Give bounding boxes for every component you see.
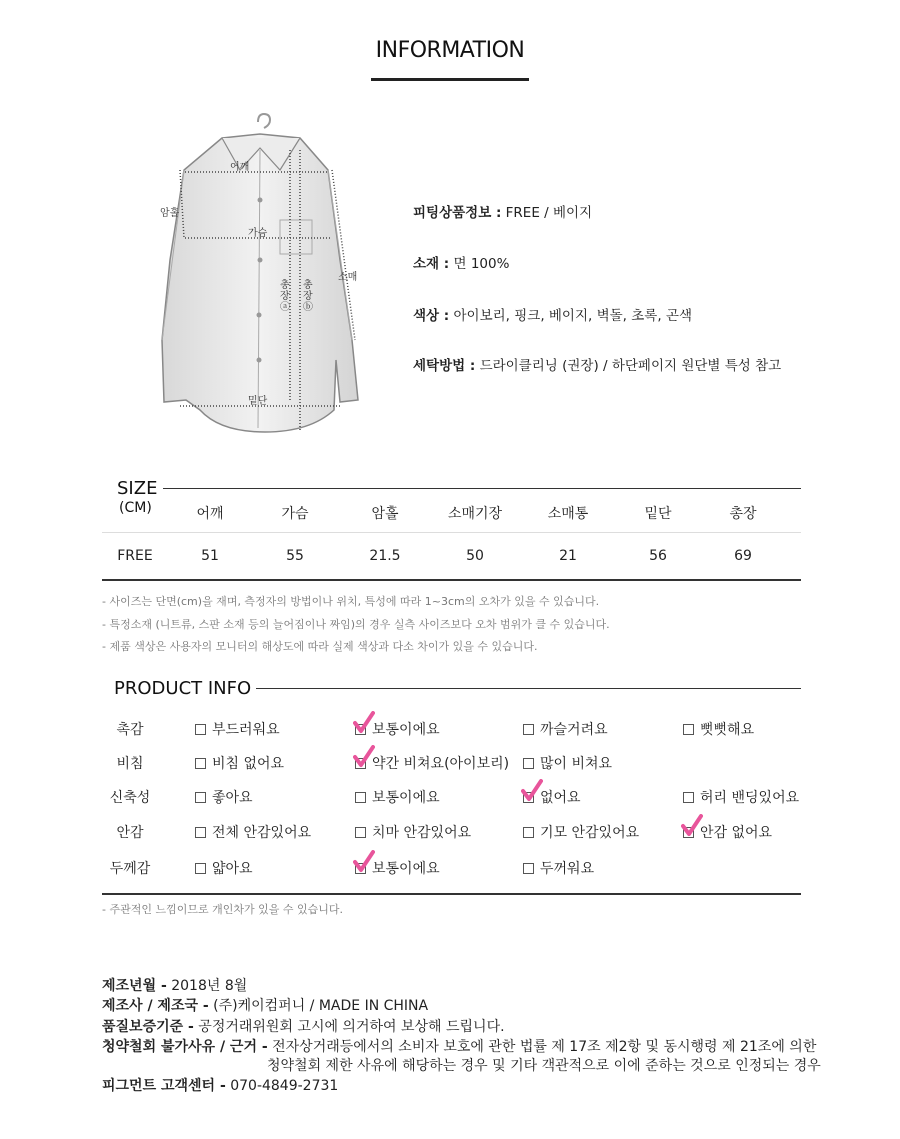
chest-label: 가슴 <box>248 228 268 239</box>
pi-row-label: 비침 <box>116 756 144 772</box>
pi-option: 뻣뻣해요 <box>683 719 754 739</box>
check-icon <box>681 814 703 838</box>
size-cell: 69 <box>734 548 752 564</box>
size-row-name: FREE <box>117 548 153 564</box>
footer-manufacturer: 제조사 / 제조국 - (주)케이컴퍼니 / MADE IN CHINA <box>102 998 429 1014</box>
size-unit: (CM) <box>119 500 152 516</box>
checkbox <box>195 792 206 803</box>
checkbox <box>683 724 694 735</box>
title-underline <box>371 78 529 81</box>
armhole-label: 암홀 <box>160 208 180 219</box>
checkbox-checked <box>355 724 366 735</box>
pi-option: 전체 안감있어요 <box>195 822 311 842</box>
checkbox <box>523 827 534 838</box>
checkbox-checked <box>523 792 534 803</box>
check-icon <box>353 850 375 874</box>
pi-row-label: 신축성 <box>109 790 151 806</box>
size-cell: 51 <box>201 548 219 564</box>
pi-option: 비침 없어요 <box>195 753 284 773</box>
spec-washing: 세탁방법 : 드라이클리닝 (권장) / 하단페이지 원단별 특성 참고 <box>413 358 782 374</box>
size-table-bottom <box>102 579 801 581</box>
size-col-header: 소매통 <box>547 506 589 522</box>
pi-option-checked: 안감 없어요 <box>683 822 772 842</box>
checkbox <box>355 827 366 838</box>
checkbox-checked <box>355 863 366 874</box>
size-cell: 21.5 <box>369 548 401 564</box>
size-cell: 50 <box>466 548 484 564</box>
pi-option: 많이 비쳐요 <box>523 753 612 773</box>
pi-option: 부드러워요 <box>195 719 280 739</box>
length-b-label: 총장ⓑ <box>303 280 313 313</box>
pi-option-checked: 약간 비쳐요(아이보리) <box>355 753 509 773</box>
size-col-header: 암홀 <box>371 506 399 522</box>
length-a-label: 총장ⓐ <box>280 280 290 313</box>
checkbox <box>195 724 206 735</box>
pi-option: 얇아요 <box>195 858 253 878</box>
size-heading-line <box>163 488 801 489</box>
size-note: - 특정소재 (니트류, 스판 소재 등의 늘어짐이나 짜임)의 경우 실측 사이즈보다 오차 범위가 클 수 있습니다. <box>102 618 610 631</box>
checkbox-checked <box>683 827 694 838</box>
checkbox <box>195 758 206 769</box>
size-heading: SIZE <box>117 478 158 499</box>
checkbox <box>523 758 534 769</box>
shirt-illustration <box>140 110 380 455</box>
size-note: - 사이즈는 단면(cm)을 재며, 측정자의 방법이나 위치, 특성에 따라 1~3cm의 오차가 있을 수 있습니다. <box>102 595 600 608</box>
footer-customer-center: 피그먼트 고객센터 - 070-4849-2731 <box>102 1078 339 1094</box>
size-col-header: 총장 <box>729 506 757 522</box>
pi-option: 두꺼워요 <box>523 858 594 878</box>
size-col-header: 가슴 <box>281 506 309 522</box>
size-col-header: 어깨 <box>196 506 224 522</box>
pi-row-label: 촉감 <box>116 722 144 738</box>
checkbox <box>195 863 206 874</box>
check-icon <box>521 779 543 803</box>
footer-warranty: 품질보증기준 - 공정거래위원회 고시에 의거하여 보상해 드립니다. <box>102 1019 505 1035</box>
check-icon <box>353 745 375 769</box>
footer-manufacture-date: 제조년월 - 2018년 8월 <box>102 978 248 994</box>
checkbox <box>523 724 534 735</box>
sleeve-label: 소매 <box>338 272 358 283</box>
pi-row-label: 안감 <box>116 825 144 841</box>
page-title: INFORMATION <box>375 38 525 63</box>
pi-option: 좋아요 <box>195 787 253 807</box>
size-col-header: 소매기장 <box>447 506 503 522</box>
product-info-heading-line <box>256 688 801 689</box>
spec-material: 소재 : 면 100% <box>413 256 510 272</box>
product-info-bottom-line <box>102 893 801 895</box>
spec-colors: 색상 : 아이보리, 핑크, 베이지, 벽돌, 초록, 곤색 <box>413 308 693 324</box>
pi-row-label: 두께감 <box>109 861 151 877</box>
product-info-note: - 주관적인 느낌이므로 개인차가 있을 수 있습니다. <box>102 903 343 916</box>
checkbox <box>195 827 206 838</box>
size-cell: 56 <box>649 548 667 564</box>
checkbox <box>355 792 366 803</box>
size-note: - 제품 색상은 사용자의 모니터의 해상도에 따라 실제 색상과 다소 차이가 있을 수 있습니다. <box>102 640 538 653</box>
footer-withdrawal-cont: 청약철회 제한 사유에 해당하는 경우 및 기타 객관적으로 이에 준하는 것으로 인정되는 경우 <box>267 1058 821 1074</box>
checkbox <box>683 792 694 803</box>
hem-label: 밑단 <box>248 396 268 407</box>
size-row-divider <box>102 532 801 533</box>
pi-option: 보통이에요 <box>355 787 440 807</box>
pi-option: 치마 안감있어요 <box>355 822 471 842</box>
shoulder-label: 어깨 <box>230 162 250 173</box>
pi-option: 기모 안감있어요 <box>523 822 639 842</box>
pi-option: 까슬거려요 <box>523 719 608 739</box>
check-icon <box>353 711 375 735</box>
size-cell: 55 <box>286 548 304 564</box>
spec-fitting: 피팅상품정보 : FREE / 베이지 <box>413 205 593 221</box>
product-info-heading: PRODUCT INFO <box>114 678 252 699</box>
checkbox-checked <box>355 758 366 769</box>
pi-option-checked: 없어요 <box>523 787 581 807</box>
size-col-header: 밑단 <box>644 506 672 522</box>
pi-option-checked: 보통이에요 <box>355 858 440 878</box>
size-cell: 21 <box>559 548 577 564</box>
pi-option: 허리 밴딩있어요 <box>683 787 799 807</box>
checkbox <box>523 863 534 874</box>
pi-option-checked: 보통이에요 <box>355 719 440 739</box>
footer-withdrawal: 청약철회 불가사유 / 근거 - 전자상거래등에서의 소비자 보호에 관한 법률 제 17조 제2항 및 동시행령 제 21조에 의한 <box>102 1039 817 1055</box>
